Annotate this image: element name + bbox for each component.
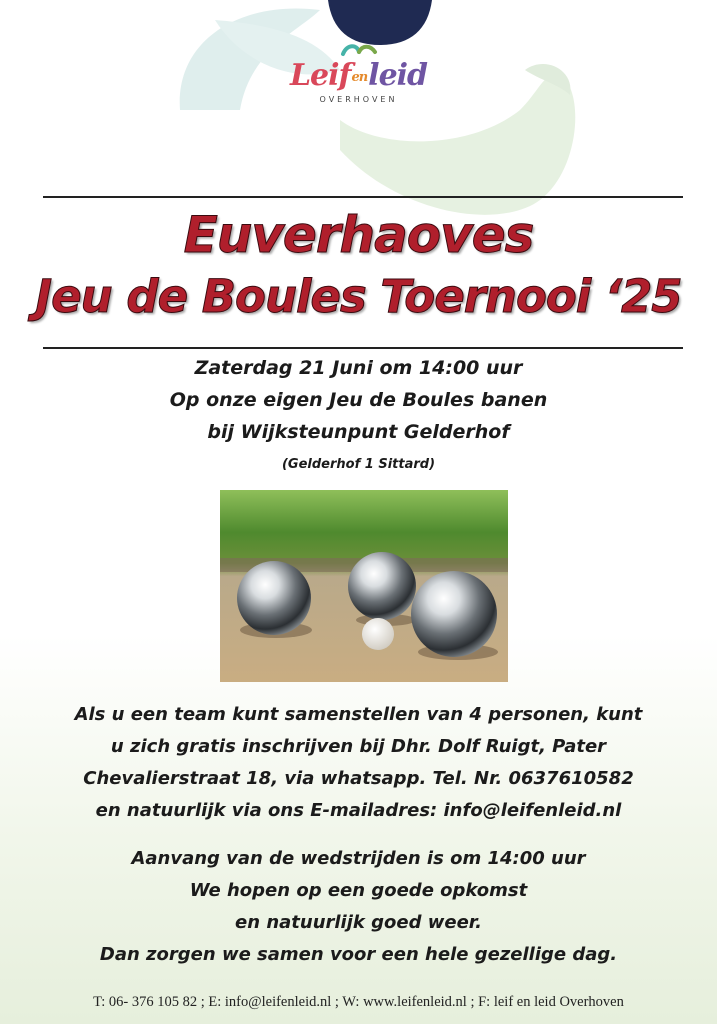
- divider-bottom: [43, 347, 683, 349]
- event-title-line1: Euverhaoves: [183, 206, 534, 264]
- event-title-line2: Jeu de Boules Toernooi ‘25: [35, 270, 682, 323]
- registration-line: en natuurlijk via ons E-mailadres: info@leifenleid.nl: [95, 800, 622, 821]
- registration-line: Chevalierstraat 18, via whatsapp. Tel. Nr. 0637610582: [83, 768, 634, 789]
- decorative-swirl-shapes: [0, 0, 717, 240]
- event-address: (Gelderhof 1 Sittard): [281, 457, 436, 472]
- closing-line: We hopen op een goede opkomst: [189, 880, 528, 901]
- event-venue: bij Wijksteunpunt Gelderhof: [207, 421, 510, 443]
- closing-paragraph: [0, 843, 717, 971]
- event-place: Op onze eigen Jeu de Boules banen: [169, 389, 548, 411]
- logo-en: en: [351, 69, 368, 85]
- contact-footer: T: 06- 376 105 82 ; E: info@leifenleid.nl ; W: www.leifenleid.nl ; F: leif en leid Overhoven: [93, 994, 624, 1010]
- registration-line: u zich gratis inschrijven bij Dhr. Dolf Ruigt, Pater: [110, 736, 607, 757]
- closing-line: en natuurlijk goed weer.: [235, 912, 482, 933]
- logo-leif: Leif: [289, 58, 351, 93]
- navy-half-circle: [328, 0, 432, 45]
- logo-leid: leid: [368, 58, 428, 93]
- registration-paragraph: [0, 699, 717, 827]
- jack-ball: [362, 618, 394, 650]
- closing-line: Dan zorgen we samen voor een hele gezellige dag.: [99, 944, 618, 965]
- logo-subtitle: OVERHOVEN: [319, 95, 398, 104]
- petanque-balls-photo: [220, 490, 508, 682]
- boule-ball-left: [237, 561, 311, 635]
- closing-line: Aanvang van de wedstrijden is om 14:00 uur: [131, 848, 586, 869]
- divider-top: [43, 196, 683, 198]
- boule-ball-right: [411, 571, 497, 657]
- registration-line: Als u een team kunt samenstellen van 4 personen, kunt: [74, 704, 643, 725]
- logo-wordmark: [0, 58, 717, 93]
- event-date: Zaterdag 21 Juni om 14:00 uur: [194, 357, 523, 379]
- leif-en-leid-logo: [0, 40, 717, 104]
- boule-ball-middle: [348, 552, 416, 620]
